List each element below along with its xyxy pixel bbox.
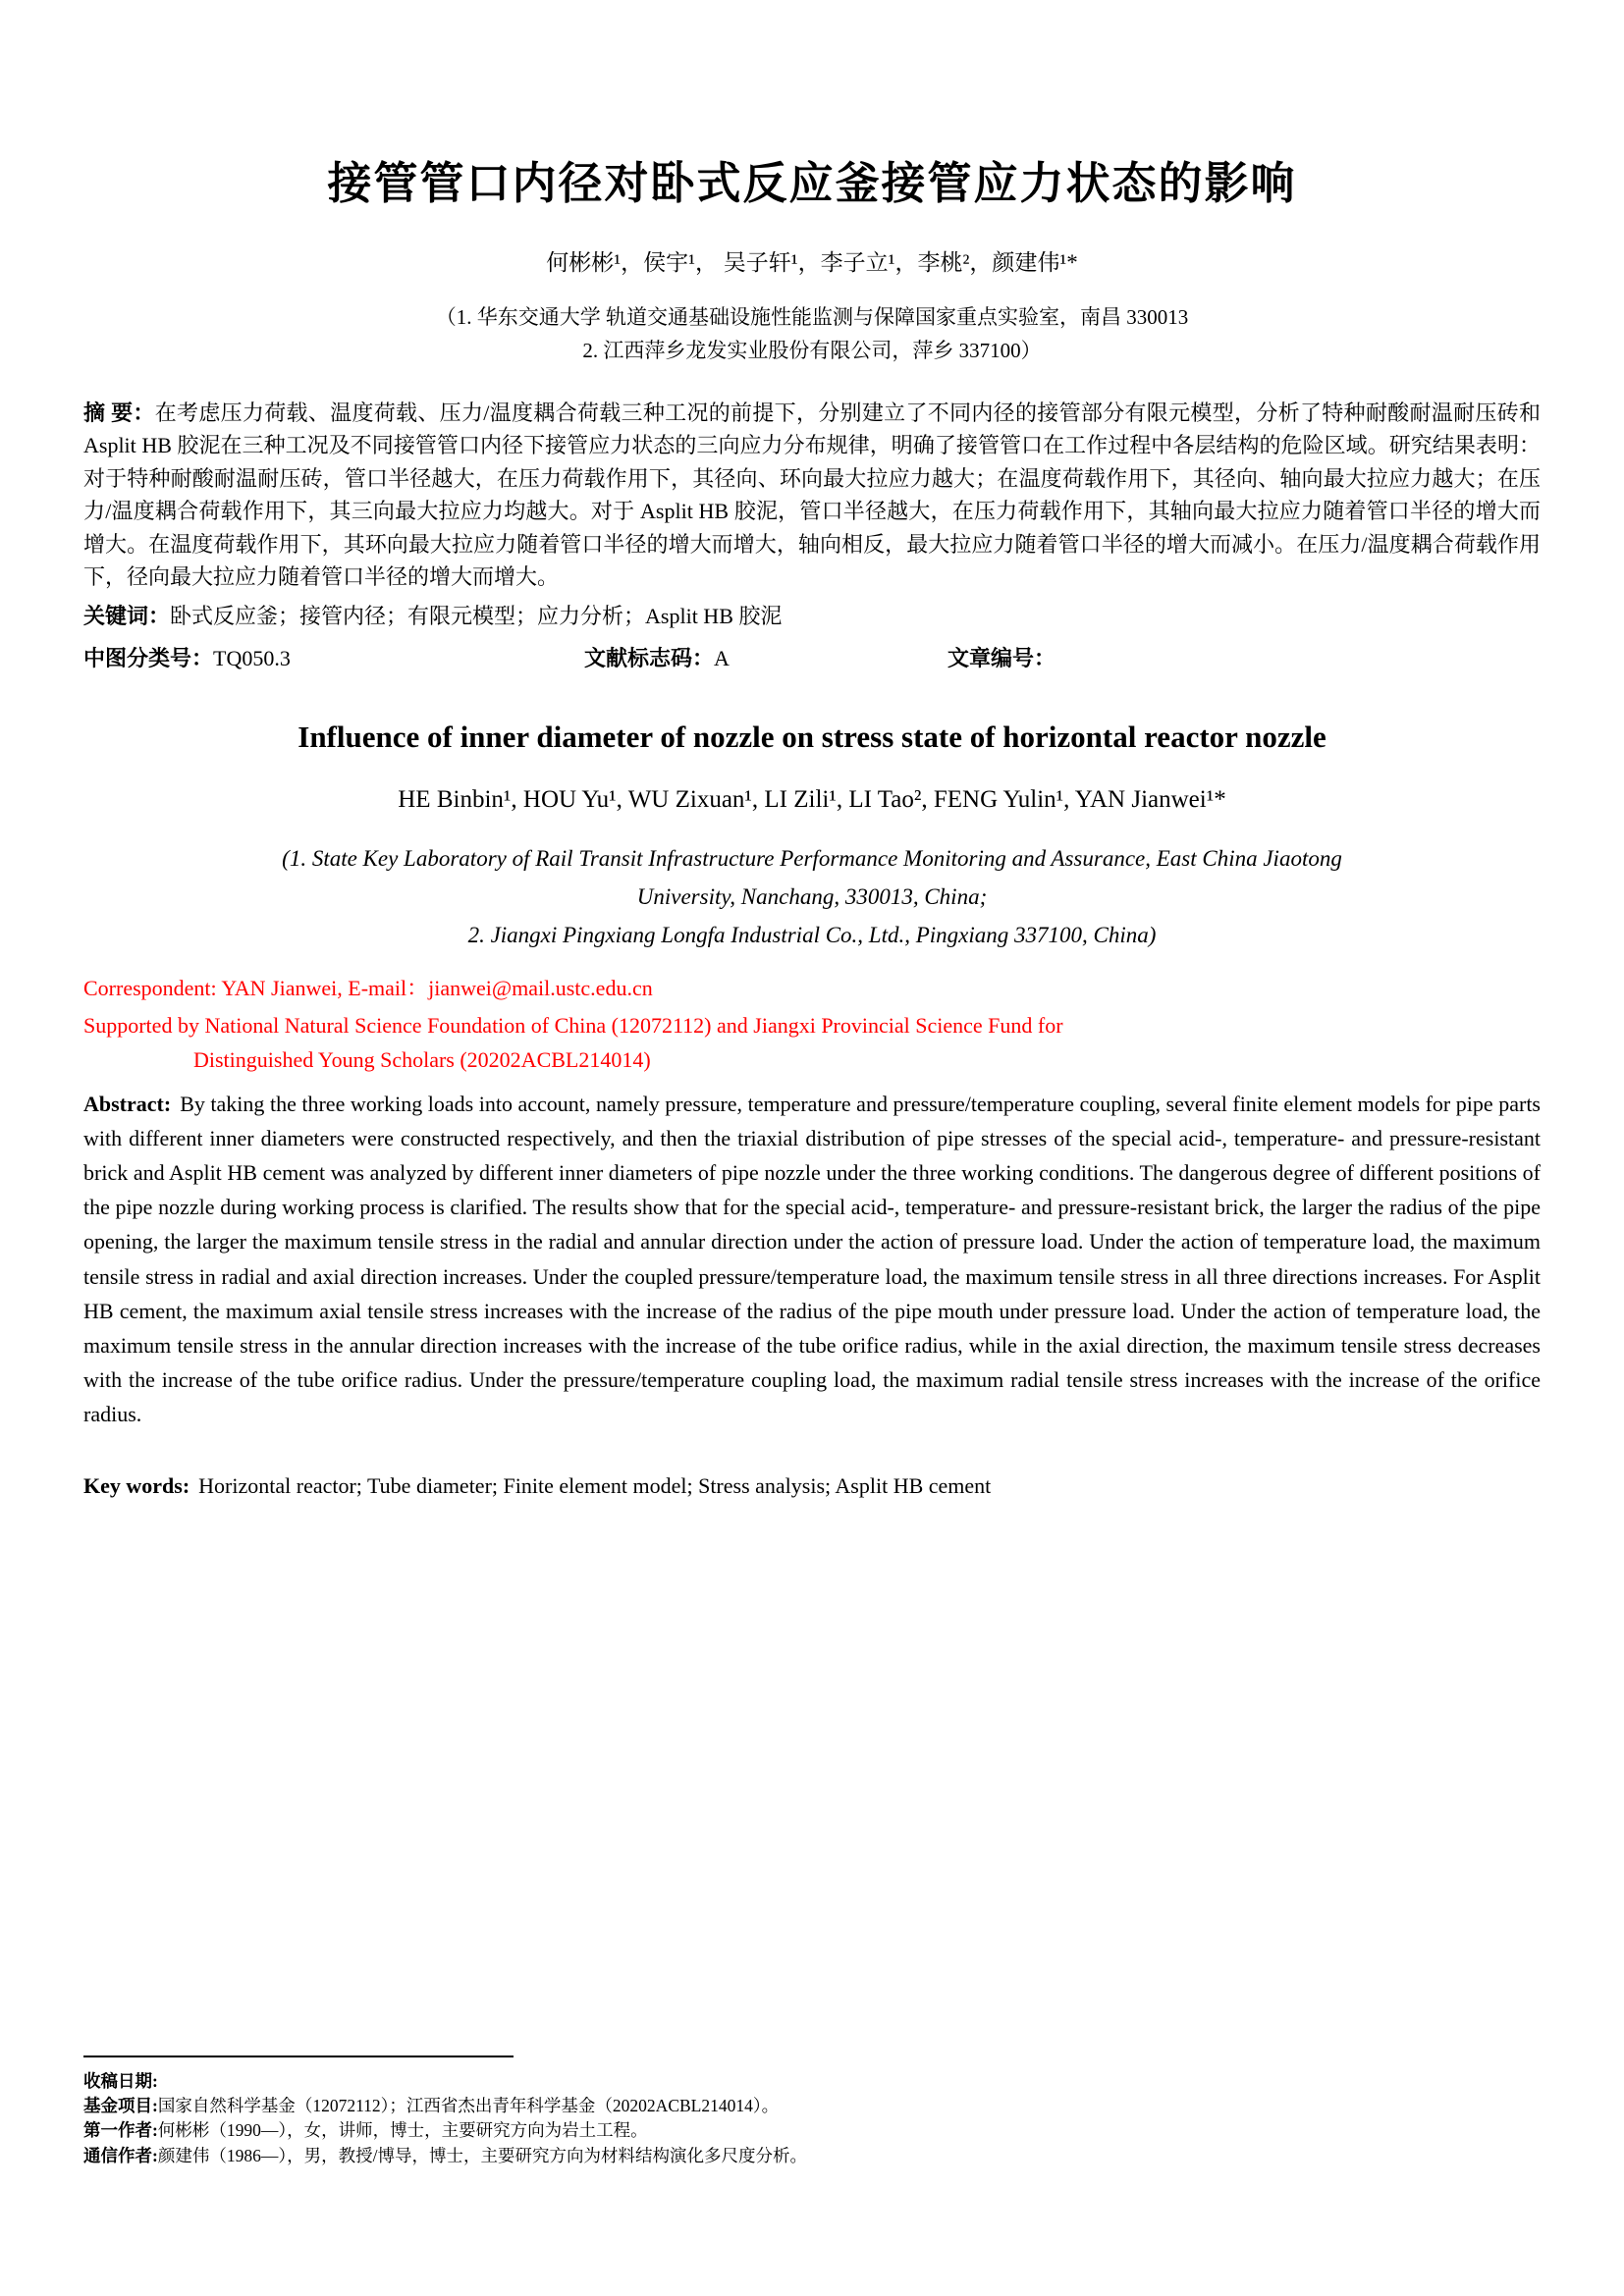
affiliation-en-line-1: (1. State Key Laboratory of Rail Transit Infrastructure Performance Monitoring and Assurance, East China Jiaotong bbox=[282, 846, 1342, 872]
footnote-divider bbox=[83, 2056, 514, 2057]
affiliation-cn-line-1: （1. 华东交通大学 轨道交通基础设施性能监测与保障国家重点实验室，南昌 330013 bbox=[435, 305, 1189, 329]
abstract-en-label: Abstract: bbox=[83, 1091, 172, 1116]
footnote-first-author bbox=[83, 2118, 1541, 2143]
affiliation-en-line-2: University, Nanchang, 330013, China; bbox=[636, 884, 988, 910]
article-number bbox=[947, 642, 1056, 672]
paper-title-cn: 接管管口内径对卧式反应釜接管应力状态的影响 bbox=[327, 159, 1297, 208]
clc-number-label: 中图分类号： bbox=[83, 646, 214, 671]
correspondent-line: Correspondent: YAN Jianwei, E-mail：jianwei@mail.ustc.edu.cn bbox=[83, 976, 653, 1001]
authors-cn: 何彬彬¹，侯宇¹， 吴子轩¹，李子立¹，李桃²，颜建伟¹* bbox=[546, 250, 1078, 275]
keywords-en-text: Horizontal reactor; Tube diameter; Finite element model; Stress analysis; Asplit HB cement bbox=[198, 1472, 992, 1498]
footnote-first-author-value: 何彬彬（1990—），女，讲师，博士，主要研究方向为岩土工程。 bbox=[157, 2120, 648, 2141]
footnote-fund-project-value: 国家自然科学基金（12072112）；江西省杰出青年科学基金（20202ACBL214014）。 bbox=[157, 2095, 780, 2115]
classification-row bbox=[83, 642, 1541, 672]
footnote-received-date bbox=[83, 2069, 1541, 2094]
abstract-en-text: By taking the three working loads into account, namely pressure, temperature and pressure/temperature coupling, several finite element models for pipe parts with different inner diameters were constructed respectively, and then the triaxial distribution of pipe stresses of the special acid-, temperature- and pressure-resistant brick and Asplit HB cement was analyzed by different inner diameters of pipe nozzle under the three working conditions. The dangerous degree of different positions of the pipe nozzle during working process is clarified. The results show that for the special acid-, temperature- and pressure-resistant brick, the larger the radius of the pipe opening, the larger the maximum tensile stress in the radial and annular direction under the action of pressure load. Under the action of temperature load, the maximum tensile stress in radial and axial direction increases. Under the coupled pressure/temperature load, the maximum tensile stress in all three directions increases. For Asplit HB cement, the maximum axial tensile stress increases with the increase of the radius of the pipe mouth under pressure load. Under the action of temperature load, the maximum tensile stress in the annular direction increases with the increase of the tube orifice radius, while in the axial direction, the maximum tensile stress decreases with the increase of the tube orifice radius. Under the pressure/temperature coupling load, the maximum radial tensile stress increases with the increase of the orifice radius. bbox=[83, 1091, 1541, 1427]
clc-number-value: TQ050.3 bbox=[213, 646, 291, 671]
document-code bbox=[584, 642, 947, 672]
footnote-block bbox=[83, 2056, 1541, 2169]
abstract-cn-text: 在考虑压力荷载、温度荷载、压力/温度耦合荷载三种工况的前提下，分别建立了不同内径的接管部分有限元模型，分析了特种耐酸耐温耐压砖和 Asplit HB 胶泥在三种工况及不同接管管口内径下接管应力状态的三向应力分布规律，明确了接管管口在工作过程中各层结构的危险区域。研究结果表明：对于特种耐酸耐温耐压砖，管口半径越大，在压力荷载作用下，其径向、环向最大拉应力越大；在温度荷载作用下，其径向、轴向最大拉应力越大；在压力/温度耦合荷载作用下，其三向最大拉应力均越大。对于 Asplit HB 胶泥，管口半径越大，在压力荷载作用下，其轴向最大拉应力随着管口半径的增大而增大。在温度荷载作用下，其环向最大拉应力随着管口半径的增大而增大，轴向相反，最大拉应力随着管口半径的增大而减小。在压力/温度耦合荷载作用下，径向最大拉应力随着管口半径的增大而增大。 bbox=[83, 400, 1541, 590]
keywords-en-label: Key words: bbox=[83, 1472, 190, 1498]
footnote-corresponding-author-value: 颜建伟（1986—），男，教授/博导，博士，主要研究方向为材料结构演化多尺度分析。 bbox=[157, 2145, 807, 2165]
paper-title-en: Influence of inner diameter of nozzle on stress state of horizontal reactor nozzle bbox=[298, 720, 1326, 755]
keywords-en bbox=[83, 1469, 1541, 1503]
affiliation-en-line-3: 2. Jiangxi Pingxiang Longfa Industrial Co., Ltd., Pingxiang 337100, China) bbox=[467, 923, 1157, 948]
document-code-value: A bbox=[714, 646, 730, 671]
document-code-label: 文献标志码： bbox=[584, 646, 715, 671]
affiliation-cn-line-2: 2. 江西萍乡龙发实业股份有限公司，萍乡 337100） bbox=[582, 339, 1042, 363]
abstract-cn bbox=[83, 397, 1541, 594]
footnote-fund-project-label: 基金项目: bbox=[83, 2095, 158, 2115]
footnote-corresponding-author-label: 通信作者: bbox=[83, 2145, 158, 2165]
funding-statement-line-2: Distinguished Young Scholars (20202ACBL214014) bbox=[193, 1046, 651, 1072]
abstract-cn-label: 摘 要： bbox=[83, 400, 155, 426]
keywords-cn-text: 卧式反应釜；接管内径；有限元模型；应力分析；Asplit HB 胶泥 bbox=[170, 603, 783, 628]
funding-statement bbox=[83, 1009, 1541, 1076]
abstract-en bbox=[83, 1087, 1541, 1432]
footnote-received-date-label: 收稿日期: bbox=[83, 2070, 158, 2091]
footnote-corresponding-author bbox=[83, 2144, 1541, 2168]
keywords-cn-label: 关键词： bbox=[83, 603, 171, 628]
footnote-first-author-label: 第一作者: bbox=[83, 2120, 158, 2141]
clc-number bbox=[83, 642, 584, 672]
footnote-fund-project bbox=[83, 2094, 1541, 2118]
funding-statement-line-1: Supported by National Natural Science Foundation of China (12072112) and Jiangxi Provincial Science Fund for bbox=[83, 1013, 1063, 1039]
authors-en: HE Binbin¹, HOU Yu¹, WU Zixuan¹, LI Zili¹, LI Tao², FENG Yulin¹, YAN Jianwei¹* bbox=[398, 786, 1226, 814]
keywords-cn bbox=[83, 600, 1541, 632]
article-number-label: 文章编号： bbox=[947, 646, 1056, 671]
